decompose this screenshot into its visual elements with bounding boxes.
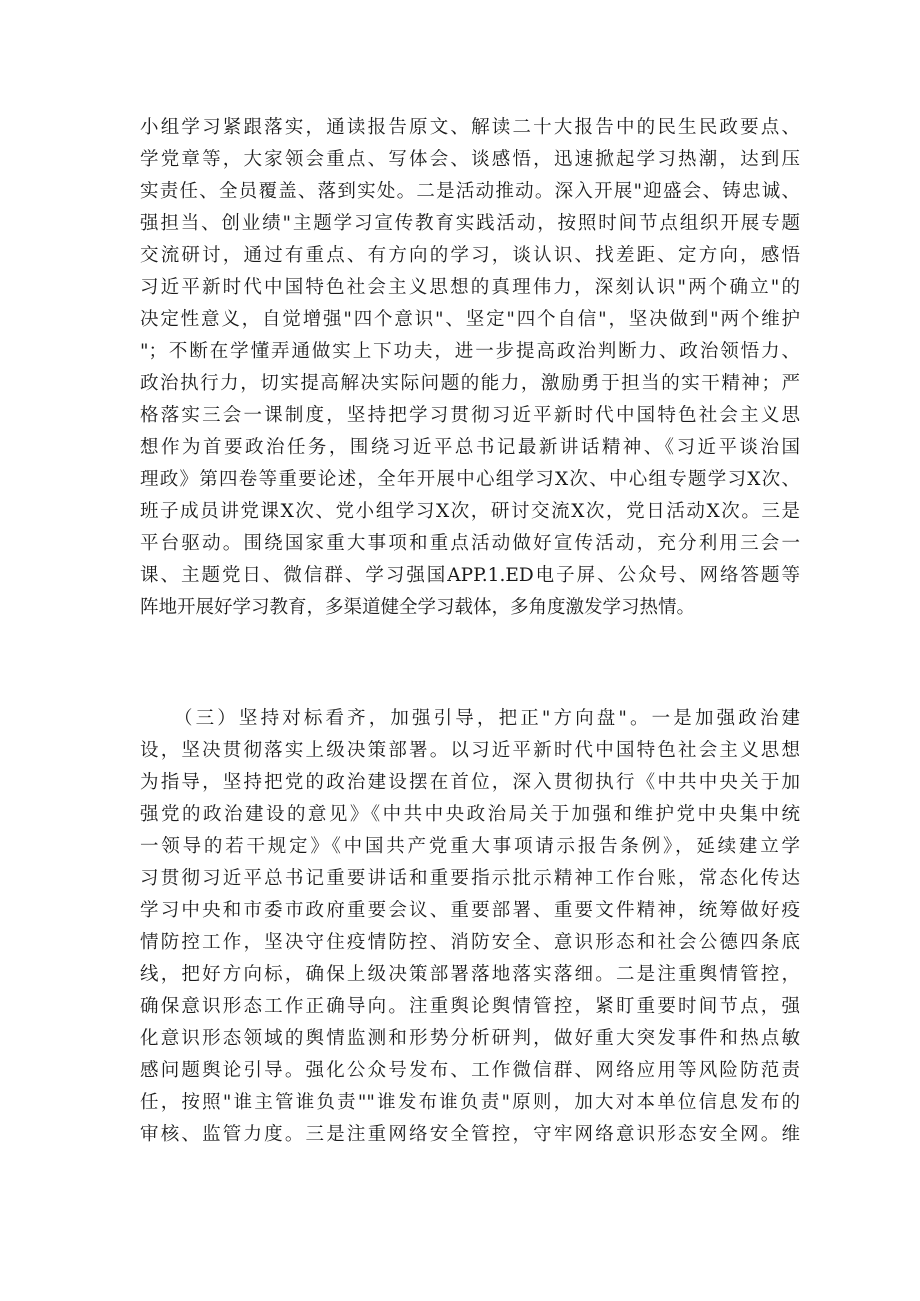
text-line: 学习中央和市委市政府重要会议、重要部署、重要文件精神，统筹做好疫 xyxy=(140,900,800,921)
text-line: 交流研讨，通过有重点、有方向的学习，谈认识、找差距、定方向，感悟 xyxy=(140,245,800,266)
text-line: 为指导，坚持把党的政治建设摆在首位，深入贯彻执行《中共中央关于加 xyxy=(140,772,800,793)
text-line: 学党章等，大家领会重点、写体会、谈感悟，迅速掀起学习热潮，达到压 xyxy=(140,149,800,170)
text-line: 班子成员讲党课X次、党小组学习X次，研讨交流X次，党日活动X次。三是 xyxy=(140,501,800,522)
paragraph-2 xyxy=(140,703,800,1151)
text-line: 小组学习紧跟落实，通读报告原文、解读二十大报告中的民生民政要点、 xyxy=(140,117,800,138)
text-line: 强党的政治建设的意见》《中共中央政治局关于加强和维护党中央集中统 xyxy=(140,804,800,825)
text-line: 任，按照"谁主管谁负责""谁发布谁负责"原则，加大对本单位信息发布的 xyxy=(140,1092,800,1113)
text-line: 审核、监管力度。三是注重网络安全管控，守牢网络意识形态安全网。维 xyxy=(140,1124,800,1145)
text-line: 决定性意义，自觉增强"四个意识"、坚定"四个自信"，坚决做到"两个维护 xyxy=(140,309,800,330)
text-line: 想作为首要政治任务，围绕习近平总书记最新讲话精神、《习近平谈治国 xyxy=(140,437,800,458)
paragraph-1 xyxy=(140,112,800,624)
text-line: （三）坚持对标看齐，加强引导，把正"方向盘"。一是加强政治建 xyxy=(140,708,800,729)
text-line: 习贯彻习近平总书记重要讲话和重要指示批示精神工作台账，常态化传达 xyxy=(140,868,800,889)
text-line: 政治执行力，切实提高解决实际问题的能力，激励勇于担当的实干精神；严 xyxy=(140,373,800,394)
text-line: 习近平新时代中国特色社会主义思想的真理伟力，深刻认识"两个确立"的 xyxy=(140,277,800,298)
text-line: 感问题舆论引导。强化公众号发布、工作微信群、网络应用等风险防范责 xyxy=(140,1060,800,1081)
text-line: 阵地开展好学习教育，多渠道健全学习载体，多角度激发学习热情。 xyxy=(140,597,696,618)
text-line: 确保意识形态工作正确导向。注重舆论舆情管控，紧盯重要时间节点，强 xyxy=(140,996,800,1017)
text-line: 一领导的若干规定》《中国共产党重大事项请示报告条例》，延续建立学 xyxy=(140,836,800,857)
text-line: 线，把好方向标，确保上级决策部署落地落实落细。二是注重舆情管控， xyxy=(140,964,800,985)
text-line: 理政》第四卷等重要论述，全年开展中心组学习X次、中心组专题学习X次、 xyxy=(140,469,800,490)
text-line: 平台驱动。围绕国家重大事项和重点活动做好宣传活动，充分利用三会一 xyxy=(140,533,800,554)
text-line: 课、主题党日、微信群、学习强国APP.1.ED电子屏、公众号、网络答题等 xyxy=(140,565,800,586)
text-line: 设，坚决贯彻落实上级决策部署。以习近平新时代中国特色社会主义思想 xyxy=(140,740,800,761)
text-line: 情防控工作，坚决守住疫情防控、消防安全、意识形态和社会公德四条底 xyxy=(140,932,800,953)
text-line: "；不断在学懂弄通做实上下功夫，进一步提高政治判断力、政治领悟力、 xyxy=(140,341,800,362)
text-line: 实责任、全员覆盖、落到实处。二是活动推动。深入开展"迎盛会、铸忠诚、 xyxy=(140,181,800,202)
text-line: 格落实三会一课制度，坚持把学习贯彻习近平新时代中国特色社会主义思 xyxy=(140,405,800,426)
text-line: 强担当、创业绩"主题学习宣传教育实践活动，按照时间节点组织开展专题 xyxy=(140,213,800,234)
text-line: 化意识形态领域的舆情监测和形势分析研判，做好重大突发事件和热点敏 xyxy=(140,1028,800,1049)
